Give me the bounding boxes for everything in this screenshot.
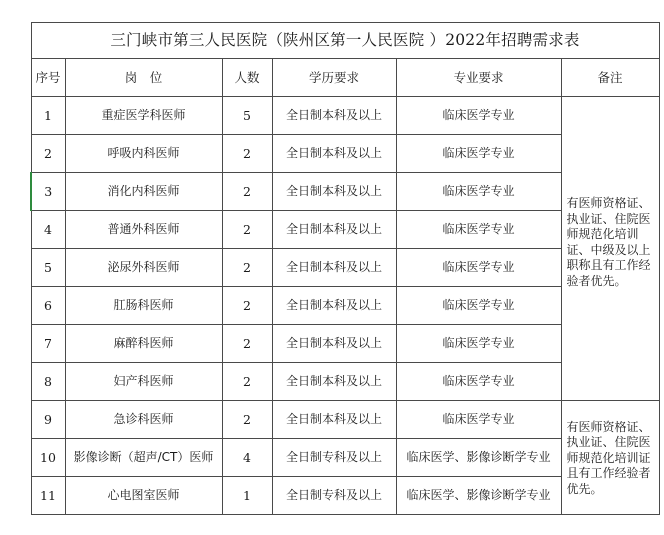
cell-position[interactable]: 心电图室医师: [65, 477, 222, 515]
cell-count[interactable]: 2: [222, 325, 272, 363]
cell-count[interactable]: 2: [222, 173, 272, 211]
cell-remarks-group1[interactable]: [561, 97, 659, 401]
cell-count[interactable]: 2: [222, 249, 272, 287]
cell-education[interactable]: 全日制本科及以上: [272, 211, 396, 249]
cell-education[interactable]: 全日制本科及以上: [272, 325, 396, 363]
cell-education[interactable]: 全日制本科及以上: [272, 401, 396, 439]
table-title: 三门峡市第三人民医院（陕州区第一人民医院 ）2022年招聘需求表: [31, 23, 659, 59]
cell-major[interactable]: 临床医学、影像诊断学专业: [396, 439, 561, 477]
cell-position[interactable]: 麻醉科医师: [65, 325, 222, 363]
cell-position[interactable]: 急诊科医师: [65, 401, 222, 439]
cell-count[interactable]: 5: [222, 97, 272, 135]
cell-education[interactable]: 全日制专科及以上: [272, 439, 396, 477]
cell-count[interactable]: 1: [222, 477, 272, 515]
cell-major[interactable]: 临床医学专业: [396, 325, 561, 363]
cell-count[interactable]: 4: [222, 439, 272, 477]
cell-position[interactable]: 泌尿外科医师: [65, 249, 222, 287]
cell-seq[interactable]: 7: [31, 325, 65, 363]
cell-seq[interactable]: 9: [31, 401, 65, 439]
cell-position[interactable]: 呼吸内科医师: [65, 135, 222, 173]
cell-seq[interactable]: 8: [31, 363, 65, 401]
cell-position[interactable]: 影像诊断（超声/CT）医师: [65, 439, 222, 477]
header-major: 专业要求: [396, 59, 561, 97]
cell-major[interactable]: 临床医学专业: [396, 173, 561, 211]
cell-position[interactable]: 普通外科医师: [65, 211, 222, 249]
cell-count[interactable]: 2: [222, 287, 272, 325]
cell-seq[interactable]: 11: [31, 477, 65, 515]
header-position: 岗 位: [65, 59, 222, 97]
cell-education[interactable]: 全日制本科及以上: [272, 173, 396, 211]
recruitment-sheet: [30, 22, 660, 515]
cell-education[interactable]: 全日制本科及以上: [272, 97, 396, 135]
cell-position[interactable]: 重症医学科医师: [65, 97, 222, 135]
cell-education[interactable]: 全日制本科及以上: [272, 135, 396, 173]
cell-seq[interactable]: 1: [31, 97, 65, 135]
cell-position[interactable]: 消化内科医师: [65, 173, 222, 211]
cell-seq[interactable]: 5: [31, 249, 65, 287]
cell-seq[interactable]: 2: [31, 135, 65, 173]
cell-major[interactable]: 临床医学专业: [396, 97, 561, 135]
remarks-text: 有医师资格证、执业证、住院医师规范化培训证且有工作经验者优先。: [566, 419, 651, 496]
cell-education[interactable]: 全日制本科及以上: [272, 363, 396, 401]
cell-seq[interactable]: 10: [31, 439, 65, 477]
cell-count[interactable]: 2: [222, 135, 272, 173]
cell-remarks-group2[interactable]: [561, 401, 659, 515]
cell-seq[interactable]: 6: [31, 287, 65, 325]
cell-position[interactable]: 肛肠科医师: [65, 287, 222, 325]
cell-education[interactable]: 全日制本科及以上: [272, 287, 396, 325]
cell-count[interactable]: 2: [222, 363, 272, 401]
cell-major[interactable]: 临床医学专业: [396, 135, 561, 173]
cell-major[interactable]: 临床医学专业: [396, 363, 561, 401]
cell-position[interactable]: 妇产科医师: [65, 363, 222, 401]
header-row: [31, 59, 659, 97]
cell-seq[interactable]: 4: [31, 211, 65, 249]
header-education: 学历要求: [272, 59, 396, 97]
cell-count[interactable]: 2: [222, 211, 272, 249]
cell-major[interactable]: 临床医学专业: [396, 249, 561, 287]
cell-major[interactable]: 临床医学、影像诊断学专业: [396, 477, 561, 515]
cell-major[interactable]: 临床医学专业: [396, 401, 561, 439]
header-count: 人数: [222, 59, 272, 97]
cell-education[interactable]: 全日制专科及以上: [272, 477, 396, 515]
remarks-text: 有医师资格证、执业证、住院医师规范化培训证、中级及以上职称且有工作经验者优先。: [566, 196, 651, 288]
cell-major[interactable]: 临床医学专业: [396, 211, 561, 249]
table-row: [31, 97, 659, 135]
cell-major[interactable]: 临床医学专业: [396, 287, 561, 325]
header-seq: 序号: [31, 59, 65, 97]
recruitment-table: [30, 22, 660, 515]
cell-seq-selected[interactable]: 3: [31, 173, 65, 211]
cell-education[interactable]: 全日制本科及以上: [272, 249, 396, 287]
header-remarks: 备注: [561, 59, 659, 97]
table-row: [31, 401, 659, 439]
cell-count[interactable]: 2: [222, 401, 272, 439]
